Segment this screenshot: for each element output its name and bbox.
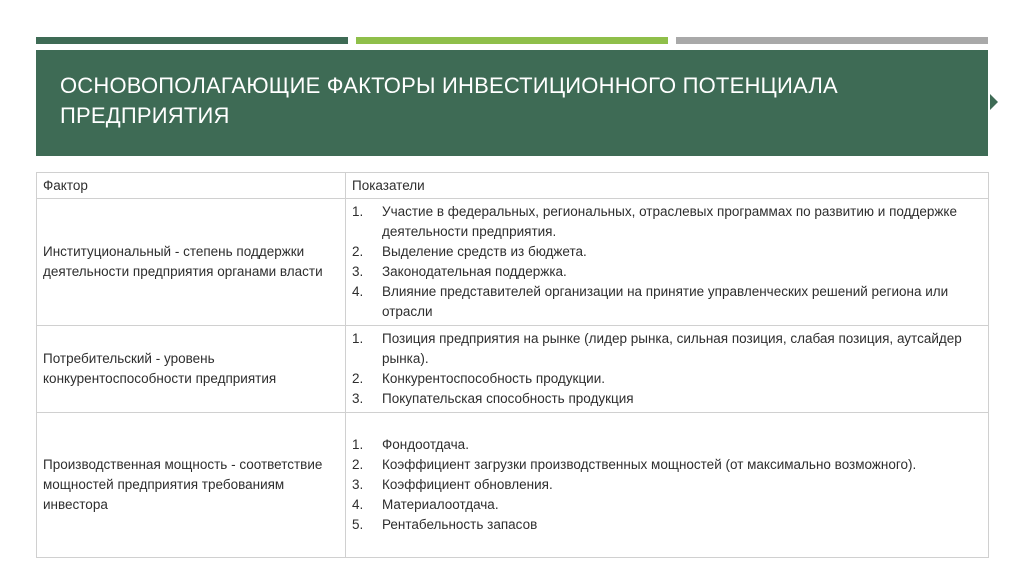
list-item: 1. Позиция предприятия на рынке (лидер рынка, сильная позиция, слабая позиция, аутсайдер рынка). [352, 331, 962, 366]
accent-bar-green [36, 37, 348, 44]
table-row [37, 413, 989, 558]
slide-title: ОСНОВОПОЛАГАЮЩИЕ ФАКТОРЫ ИНВЕСТИЦИОННОГО ПОТЕНЦИАЛА ПРЕДПРИЯТИЯ [60, 73, 838, 128]
header-factor: Фактор [37, 173, 346, 199]
indicators-cell [346, 413, 989, 558]
list-item: 2. Выделение средств из бюджета. [352, 244, 587, 259]
list-item: 5. Рентабельность запасов [352, 517, 538, 532]
indicators-cell [346, 199, 989, 326]
factor-cell: Институциональный - степень поддержки деятельности предприятия органами власти [37, 199, 346, 326]
accent-bar-gray [676, 37, 988, 44]
factor-cell: Производственная мощность - соответствие мощностей предприятия требованиям инвестора [37, 413, 346, 558]
list-item: 4. Влияние представителей организации на принятие управленческих решений региона или отрасли [352, 284, 949, 319]
table-row [37, 199, 989, 326]
title-band [36, 50, 988, 156]
list-item: 2. Конкурентоспособность продукции. [352, 371, 606, 386]
factors-table [36, 172, 989, 558]
list-item: 4. Материалоотдача. [352, 497, 499, 512]
list-item: 3. Законодательная поддержка. [352, 264, 567, 279]
arrow-right-icon [990, 94, 998, 110]
header-indicators: Показатели [346, 173, 989, 199]
indicators-cell [346, 326, 989, 413]
list-item: 2. Коэффициент загрузки производственных мощностей (от максимально возможного). [352, 457, 917, 472]
list-item: 1. Участие в федеральных, региональных, отраслевых программах по развитию и поддержке деятельности предприятия. [352, 204, 957, 239]
table-row [37, 326, 989, 413]
factor-cell: Потребительский - уровень конкурентоспособности предприятия [37, 326, 346, 413]
list-item: 1. Фондоотдача. [352, 437, 469, 452]
table-header-row [37, 173, 989, 199]
accent-bar-lime [356, 37, 668, 44]
list-item: 3. Коэффициент обновления. [352, 477, 553, 492]
list-item: 3. Покупательская способность продукция [352, 391, 634, 406]
